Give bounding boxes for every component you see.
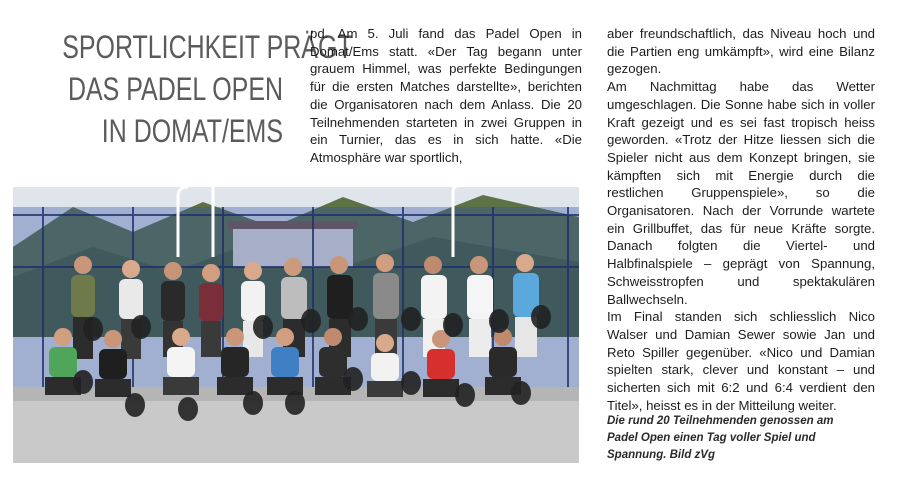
front-row-players — [45, 328, 521, 397]
photo-caption — [607, 413, 867, 464]
body-paragraph: pd. Am 5. Juli fand das Padel Open in Domat/Ems statt. «Der Tag begann unter grauem Himmel, was perfekte Bedingungen für die ersten Matches darstellte», berichten die Organisatoren nach dem Anlass. Die 20 Teilnehmenden starteten in zwei Gruppen in ein Turnier, das es in sich hatte. «Die Atmosphäre war sportlich, — [310, 26, 582, 165]
article-headline — [62, 26, 353, 152]
group-photo — [13, 187, 579, 463]
article-column-1 — [310, 25, 582, 167]
body-paragraph: Im Final standen sich schliesslich Nico Walser und Damian Sewer sowie Jan und Reto Spiller gegenüber. «Nico und Damian spielten stark, clever und konstant – und sicherten sich mit 6:2 und 6:4 verdient den Titel», heisst es in der Mitteilung weiter. — [607, 309, 875, 413]
body-paragraph: Am Nachmittag habe das Wetter umgeschlagen. Die Sonne habe sich in voller Kraft gezeigt und es sei fast tropisch heiss geworden. «Trotz der Hitze liessen sich die Spieler nicht aus dem Konzept bringen, sie kämpften sich mit Energie durch die restlichen Gruppenspiele», so die Organisatoren. Nach der Vorrunde wartete ein Grillbuffet, das für neue Kräfte sorgte. Danach folgten die Viertel- und Halbfinalspiele – geprägt von Spannung, Schweisstropfen und spektakulären Ballwechseln. — [607, 79, 875, 307]
caption-text: Die rund 20 Teilnehmenden genossen am Padel Open einen Tag voller Spiel und Spannung. — [607, 415, 834, 461]
headline-line: SPORTLICHKEIT PRÄGT — [62, 29, 353, 65]
group-photo-illustration — [13, 187, 579, 463]
caption-credit: Bild zVg — [669, 449, 715, 461]
body-paragraph: aber freundschaftlich, das Niveau hoch und die Partien eng umkämpft», wird eine Bilanz gezogen. — [607, 26, 875, 77]
headline-line: IN DOMAT/EMS — [101, 113, 283, 149]
article-column-2 — [607, 25, 875, 414]
headline-line: DAS PADEL OPEN — [68, 71, 283, 107]
